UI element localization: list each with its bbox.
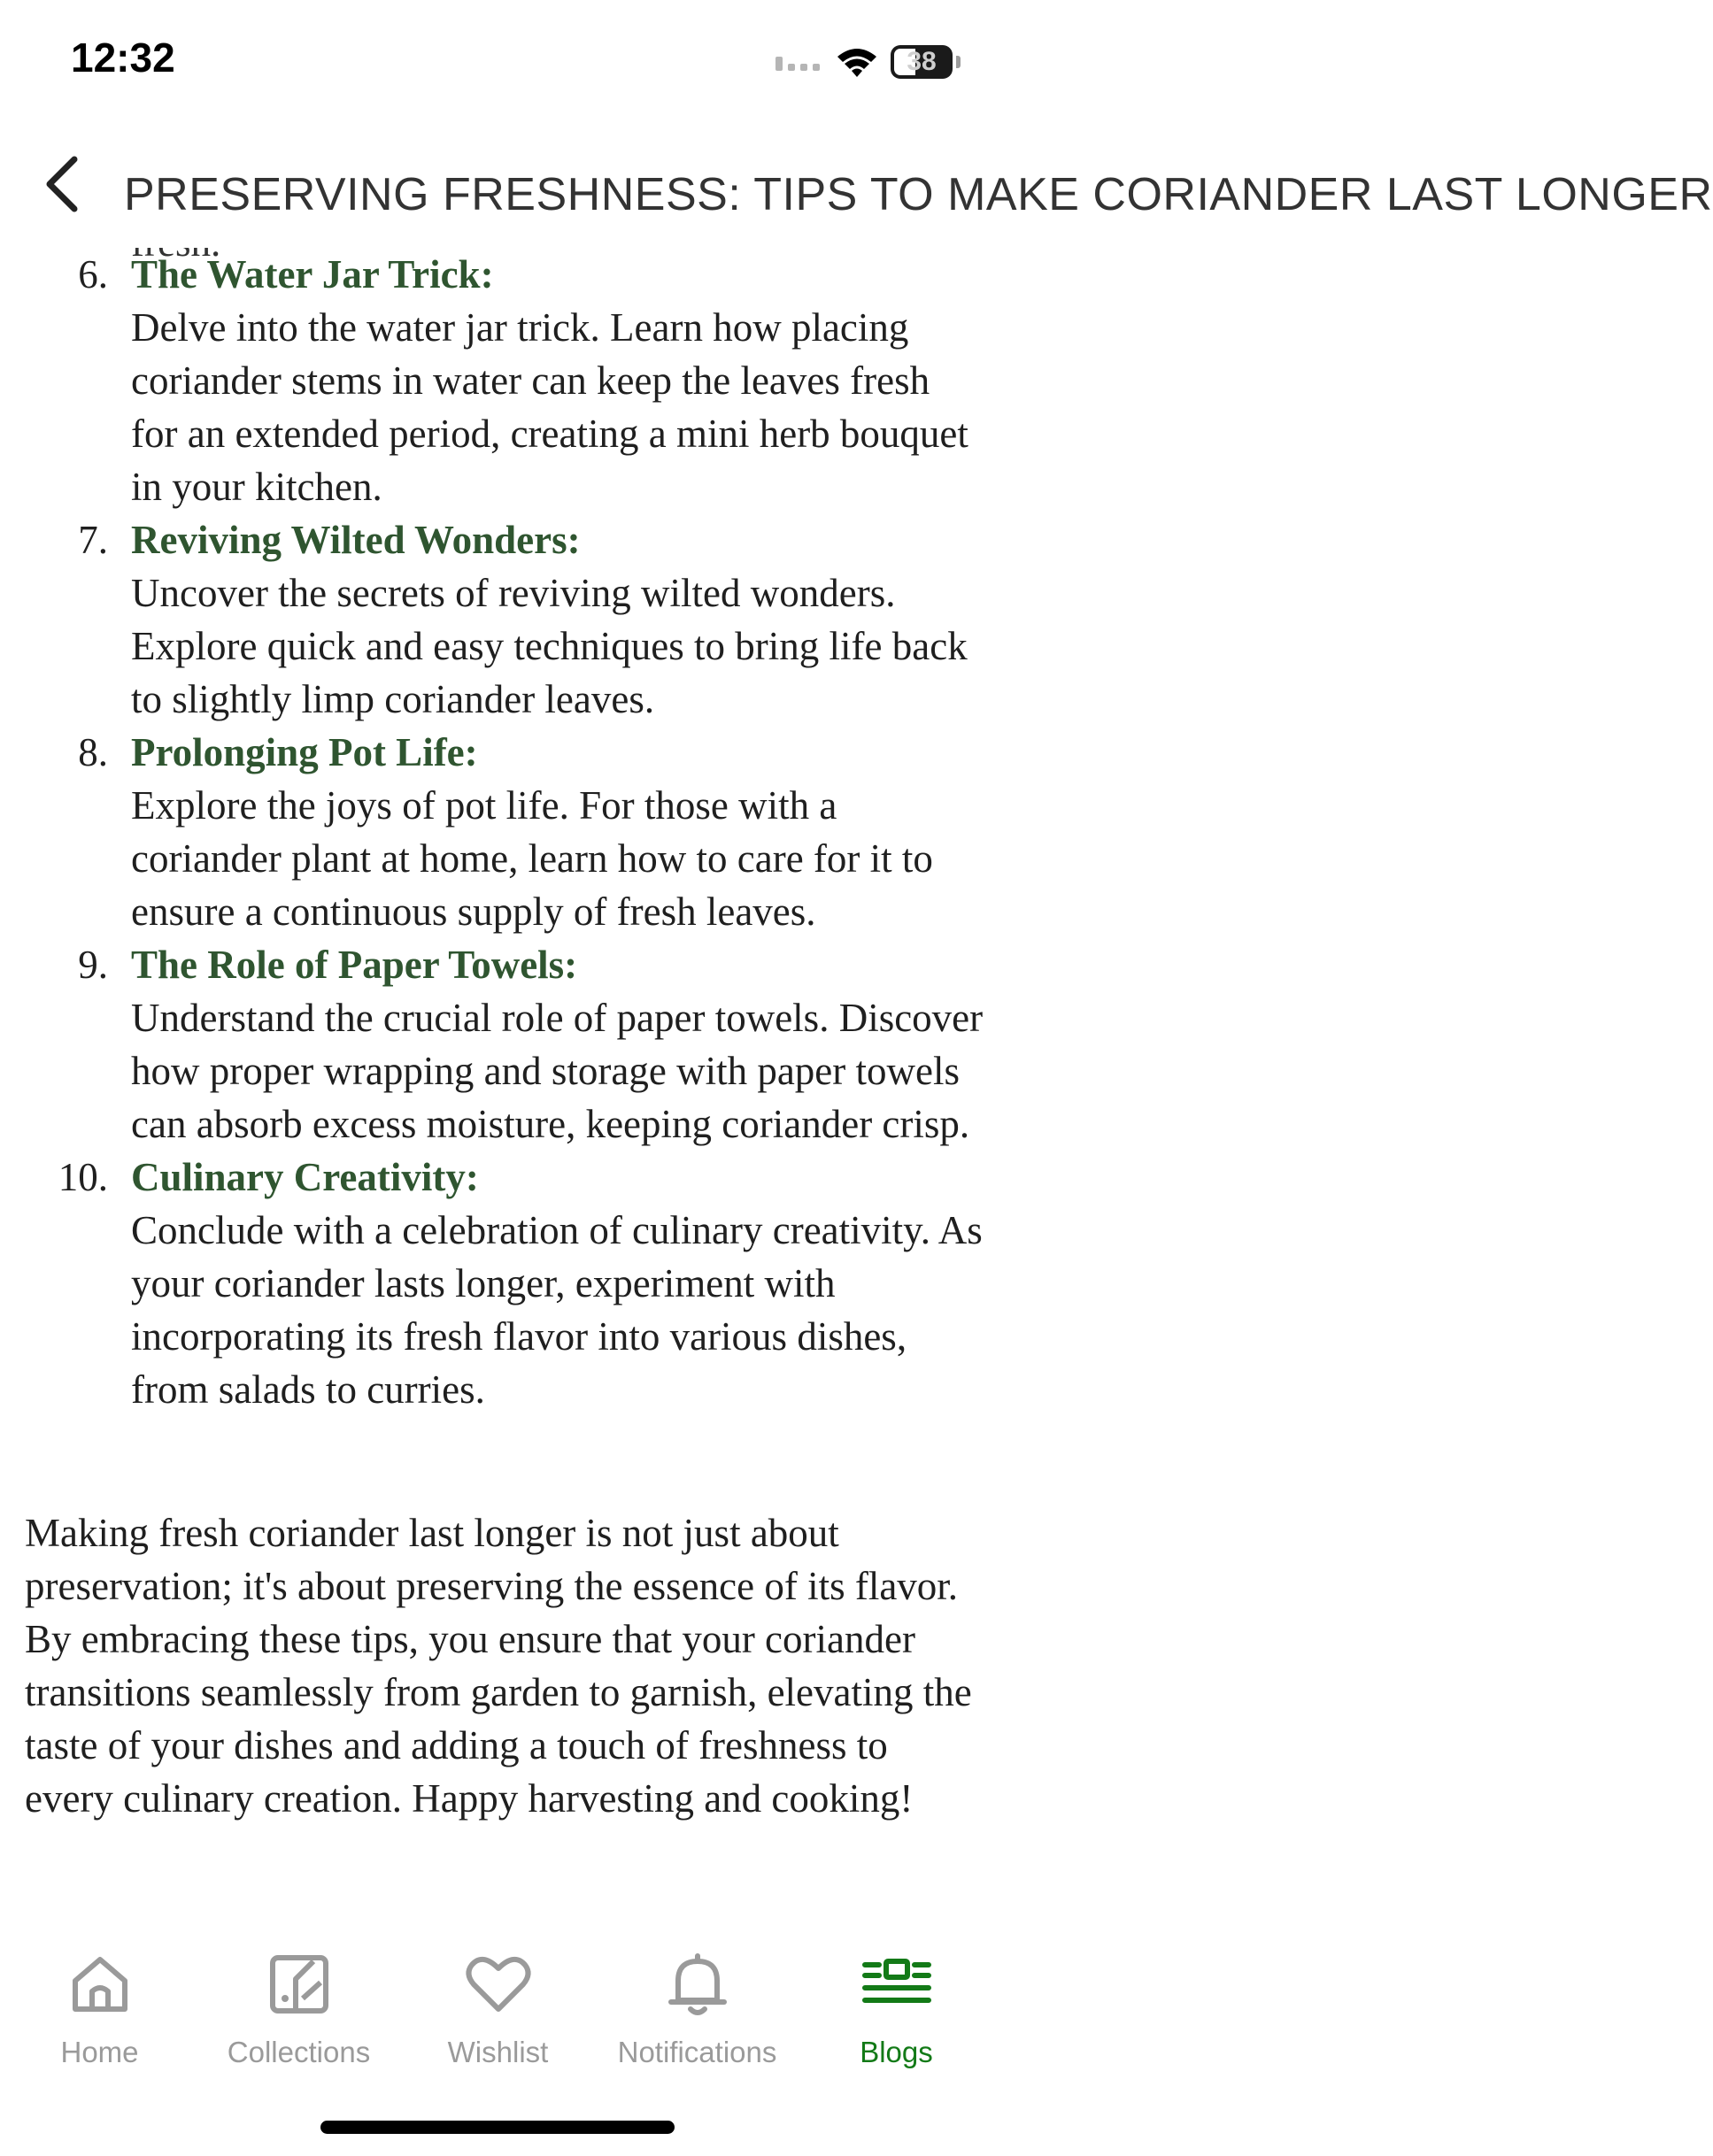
tip-body: Understand the crucial role of paper towels. Discover how proper wrapping and storage with paper towels can absorb excess moisture, keeping coriander crisp.: [131, 996, 984, 1146]
tab-collections[interactable]: [199, 1947, 398, 2089]
status-time: 12:32: [71, 35, 175, 81]
back-button[interactable]: [35, 150, 89, 218]
tip-title: Reviving Wilted Wonders:: [131, 518, 581, 562]
tab-label: Collections: [227, 2036, 371, 2068]
tip-number: 10.: [58, 1155, 108, 1199]
tab-blogs[interactable]: [797, 1947, 996, 2089]
wifi-icon: [836, 46, 878, 78]
tab-label: Home: [60, 2036, 139, 2068]
tab-home[interactable]: [0, 1947, 199, 2089]
tip-title: Culinary Creativity:: [131, 1155, 479, 1199]
heart-icon: [461, 1947, 536, 2021]
tip-body: Conclude with a celebration of culinary creativity. As your coriander lasts longer, experiment with incorporating its fresh flavor into various dishes, from salads to curries.: [131, 1208, 983, 1412]
battery-indicator: [891, 45, 953, 79]
tab-notifications[interactable]: [598, 1947, 797, 2089]
battery-cap: [956, 56, 961, 68]
article-content[interactable]: [0, 248, 996, 1912]
tip-item: [0, 726, 996, 938]
tab-label: Wishlist: [447, 2036, 549, 2068]
nav-header: [0, 124, 1713, 248]
tab-label: Blogs: [860, 2036, 933, 2068]
tab-bar: [0, 1912, 996, 2156]
tip-number: 7.: [78, 518, 108, 562]
tips-list: [0, 248, 996, 1416]
tip-item: [0, 938, 996, 1151]
bell-icon: [660, 1947, 735, 2021]
home-indicator[interactable]: [320, 2121, 675, 2134]
tip-number: 8.: [78, 730, 108, 774]
battery-level: 38: [907, 47, 937, 76]
tip-item: [0, 248, 996, 513]
tip-title: The Role of Paper Towels:: [131, 943, 578, 987]
status-icons: [775, 42, 961, 81]
conclusion-paragraph: Making fresh coriander last longer is not just about preservation; it's about preserving the essence of its flavor. By embracing these tips, you ensure that your coriander transitions seamlessly from garden to garnish, elevating the taste of your dishes and adding a touch of freshness to every culinary creation. Happy harvesting and cooking!: [25, 1511, 972, 1821]
tip-title: Prolonging Pot Life:: [131, 730, 478, 774]
tip-number: 9.: [78, 943, 108, 987]
tip-body: Uncover the secrets of reviving wilted wonders. Explore quick and easy techniques to bring life back to slightly limp coriander leaves.: [131, 571, 968, 721]
tip-body: Delve into the water jar trick. Learn how placing coriander stems in water can keep the leaves fresh for an extended period, creating a mini herb bouquet in your kitchen.: [131, 305, 968, 509]
tab-wishlist[interactable]: [398, 1947, 598, 2089]
tip-body: Explore the joys of pot life. For those with a coriander plant at home, learn how to care for it to ensure a continuous supply of fresh leaves.: [131, 783, 933, 934]
tip-item: [0, 1151, 996, 1416]
tip-number: 6.: [78, 252, 108, 296]
blogs-icon: [860, 1947, 934, 2021]
tab-label: Notifications: [617, 2036, 777, 2068]
tip-title: The Water Jar Trick:: [131, 252, 494, 296]
status-bar: [0, 0, 996, 124]
home-icon: [63, 1947, 137, 2021]
tip-item: [0, 513, 996, 726]
collections-icon: [262, 1947, 336, 2021]
cellular-signal-icon: [775, 53, 823, 71]
page-title: PRESERVING FRESHNESS: TIPS TO MAKE CORIANDER LAST LONGER: [124, 169, 1713, 220]
chevron-left-icon: [42, 156, 81, 212]
